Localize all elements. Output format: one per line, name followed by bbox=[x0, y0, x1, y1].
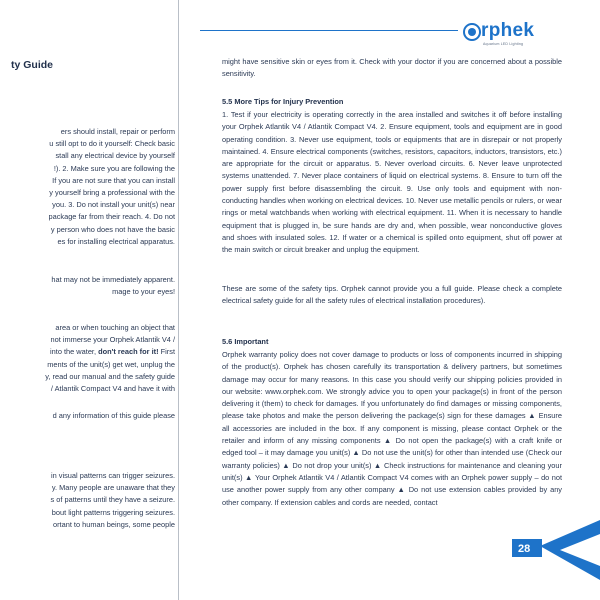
text-line: not immerse your Orphek Atlantik V4 / bbox=[50, 335, 175, 345]
left-block-3 bbox=[0, 322, 175, 395]
text-line: ortant to human beings, some people bbox=[52, 519, 175, 529]
text-line: y person who does not have the basic bbox=[50, 224, 175, 234]
section-5-5-body: 1. Test if your electricity is operating correctly in the area installed and switches it off before installing your Orphek Atlantik V4 / Atlantik Compact V4. 2. Ensure equipment, tools and equipment are in good operating condition. 3. Never use equipment, tools or equipments that are in disrepair or not properly maintained. 4. Ensure electrical components (switches, resistors, capacitors, inductors, transistors, etc.) are appropriate for the circuit or apparatus. 5. Never overload circuits. 6. Never leave unprotected systems unattended. 7. Never place containers of liquid on electrical systems. 8. Ensure to turn off the power supply first before disassembling the circuit. 9. Use only tools and equipment with non-conducting handles when working on electrical devices. 10. Never use metallic pencils or rulers, or wear rings or metal watchbands when working with electrical equipment. 11. When it is necessary to handle equipment that is plugged in, be sure hands are dry and, when possible, wear nonconductive gloves and shoes with insulated soles. 12. If water or a chemical is spilled onto equipment, shut off power at the main switch or circuit breaker and unplug the equipment. bbox=[222, 110, 562, 255]
text-line: stall any electrical device by yourself bbox=[55, 151, 175, 161]
logo-tagline: Aquarium LED Lighting bbox=[483, 42, 524, 46]
corner-chevron-decoration bbox=[540, 520, 600, 600]
text-span: First bbox=[158, 347, 175, 357]
text-line: bout light patterns triggering seizures. bbox=[51, 507, 175, 517]
logo-o-icon bbox=[463, 23, 481, 41]
left-page bbox=[0, 0, 178, 600]
section-heading-5-5: 5.5 More Tips for Injury Prevention bbox=[222, 97, 344, 106]
left-block-4 bbox=[0, 410, 175, 422]
text-line: ers should install, repair or perform bbox=[60, 127, 175, 136]
section-5-6-body: Orphek warranty policy does not cover damage to products or loss of components incurred in shipping of the product(s). Orphek has chosen carefully its transportation & delivery partners, but sometimes damage may occur for many reasons. In this case you should verify our shipping policies provided in our website: www.orphek.com. We strongly advice you to open your package(s) in front of the person delivering it (them) to check for damages. If you unfortunately do find damages or missing components, please take photos and make the person delivering the package(s) sign for these damages ▲ Ensure all accessories are included in the box. If any component is missing, please contact Orphek or the retailer and inform of any missing components ▲ Do not open the package(s) with a craft knife or edged tool – it may damage you unit(s) ▲ Do not use the unit(s) for other than intended use (Check our warranty policies) ▲ Do not drop your unit(s) ▲ Check instructions for maintenance and cleaning your unit(s) ▲ Your Orphek Atlantik V4 / Atlantik Compact V4 comes with an Orphek power supply – do not use another power supply from any other company ▲ Do not use extension cables provided by any other company. If extension cables and cords are needed, contact bbox=[222, 350, 562, 507]
section-5-5-closing: These are some of the safety tips. Orphek cannot provide you a full guide. Please check a complete electrical safety guide for all the safety rules of electrical installation procedures). bbox=[222, 284, 562, 306]
text-line: d any information of this guide please bbox=[52, 411, 175, 420]
text-line: package far from their reach. 4. Do not bbox=[48, 212, 175, 222]
text-span: into the water, bbox=[50, 347, 99, 357]
text-line bbox=[0, 346, 175, 358]
text-line: ments of the unit(s) get wet, unplug the bbox=[47, 359, 175, 369]
page-number: 28 bbox=[518, 543, 531, 555]
left-block-1 bbox=[0, 126, 175, 248]
text-line: in visual patterns can trigger seizures. bbox=[50, 471, 175, 480]
section-heading-5-6: 5.6 Important bbox=[222, 337, 269, 346]
left-block-5 bbox=[0, 470, 175, 531]
logo-wordmark: rphek bbox=[481, 20, 535, 41]
text-line: y, read our manual and the safety guide bbox=[45, 371, 175, 381]
orphek-logo bbox=[463, 22, 545, 48]
right-intro-paragraph: might have sensitive skin or eyes from it. Check with your doctor if you are concerned about a possible sensitivity. bbox=[222, 57, 562, 79]
text-line: area or when touching an object that bbox=[55, 323, 175, 332]
text-line: / Atlantik Compact V4 and have it with bbox=[50, 384, 175, 394]
text-line: y. Many people are unaware that they bbox=[51, 483, 175, 493]
text-line: u still opt to do it yourself: Check basic bbox=[49, 139, 175, 149]
text-line: you. 3. Do not install your unit(s) near bbox=[52, 200, 175, 210]
left-page-title: ty Guide bbox=[11, 59, 54, 71]
text-line: If you are not sure that you can install bbox=[52, 175, 175, 185]
header-rule bbox=[200, 30, 458, 31]
text-line: y yourself bring a professional with the bbox=[49, 188, 175, 198]
text-line: !). 2. Make sure you are following the bbox=[53, 163, 175, 173]
warning-bold-text: don't reach for it! bbox=[98, 347, 159, 357]
text-line: es for installing electrical apparatus. bbox=[57, 236, 175, 246]
text-line: s of patterns until they have a seizure. bbox=[50, 495, 175, 505]
text-line: mage to your eyes! bbox=[112, 287, 175, 297]
text-line: hat may not be immediately apparent. bbox=[51, 275, 175, 284]
left-block-2 bbox=[0, 274, 175, 298]
